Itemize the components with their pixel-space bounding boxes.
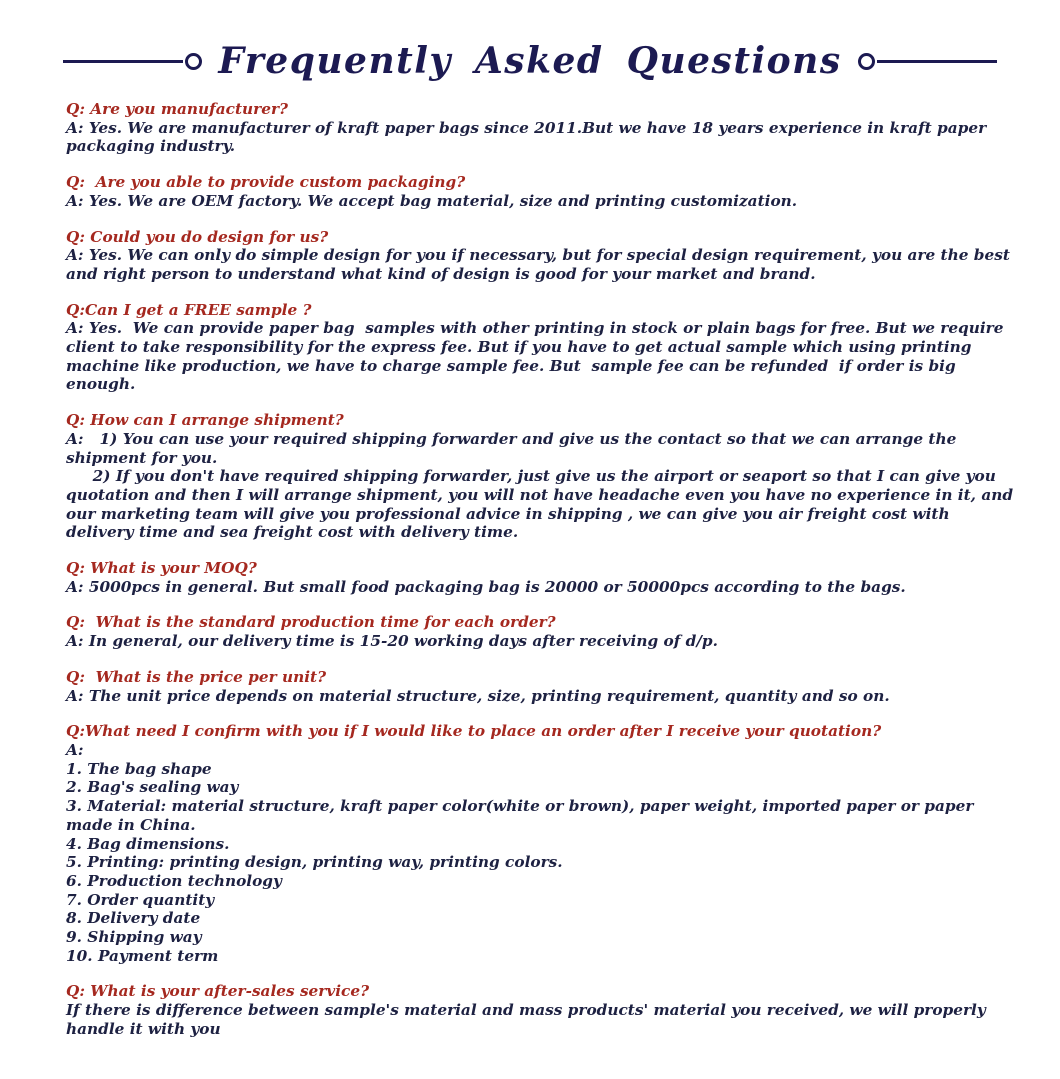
faq-answer-line: A: Yes. We are manufacturer of kraft paper bags since 2011.But we have 18 years experience in kraft paper packaging industry. — [66, 118, 992, 156]
faq-question: Q: What is the price per unit? — [66, 667, 327, 686]
faq-answer-line: 10. Payment term — [66, 946, 219, 965]
faq-question: Q: Are you able to provide custom packaging? — [66, 173, 466, 192]
faq-answer-line: A: — [66, 740, 84, 759]
page-header — [0, 40, 1060, 82]
faq-item — [66, 613, 1022, 650]
page-title: Frequently Asked Questions — [218, 40, 842, 82]
faq-answer-line: A: Yes. We can provide paper bag samples with other printing in stock or plain bags for free. But we require client to take responsibility for the express fee. But if you have to get actual sample which using printing machine like production, we have to charge sample fee. But sample fee can be refunded if order is big enough. — [66, 319, 1009, 394]
faq-item — [66, 411, 1022, 542]
faq-answer — [66, 246, 1022, 283]
faq-answer-line: 8. Delivery date — [66, 909, 201, 928]
faq-answer-line: If there is difference between sample's material and mass products' material you received, we will properly handle it with you — [66, 1001, 992, 1038]
faq-item — [66, 668, 1022, 705]
header-rule-right — [877, 60, 997, 63]
faq-answer — [66, 430, 1022, 542]
faq-question: Q: How can I arrange shipment? — [66, 411, 344, 430]
faq-answer-line: 2. Bag's sealing way — [66, 778, 239, 797]
faq-answer-line: 2) If you don't have required shipping forwarder, just give us the airport or seaport so that I can give you quotation and then I will arrange shipment, you will not have headache even you have no experience in it, and our marketing team will give you professional advice in shipping , we can give you air freight cost with delivery time and sea freight cost with delivery time. — [66, 467, 1019, 542]
faq-item — [66, 982, 1022, 1038]
faq-answer — [66, 741, 1022, 965]
faq-answer — [66, 578, 1022, 597]
faq-answer-line: 1. The bag shape — [66, 759, 212, 778]
faq-question: Q: Could you do design for us? — [66, 227, 329, 246]
faq-question: Q: What is your MOQ? — [66, 559, 257, 578]
faq-item — [66, 722, 1022, 965]
faq-answer — [66, 319, 1022, 394]
faq-item — [66, 301, 1022, 395]
faq-answer — [66, 1001, 1022, 1038]
ring-icon — [858, 53, 875, 70]
faq-question: Q:What need I confirm with you if I would like to place an order after I receive your quotation? — [66, 722, 882, 741]
faq-item — [66, 173, 1022, 210]
ring-icon — [185, 53, 202, 70]
faq-answer — [66, 192, 1022, 211]
faq-item — [66, 228, 1022, 284]
faq-question: Q: Are you manufacturer? — [66, 100, 288, 118]
header-rule-left — [63, 60, 183, 63]
faq-list — [66, 100, 1022, 1056]
faq-answer-line: 4. Bag dimensions. — [66, 834, 230, 853]
faq-answer-line: A: Yes. We can only do simple design for you if necessary, but for special design requirement, you are the best and right person to understand what kind of design is good for your market and brand. — [66, 246, 1016, 283]
faq-answer-line: A: 1) You can use your required shipping forwarder and give us the contact so that we can arrange the shipment for you. — [66, 429, 962, 467]
faq-answer-line: A: The unit price depends on material structure, size, printing requirement, quantity and so on. — [66, 686, 890, 705]
faq-question: Q: What is your after-sales service? — [66, 982, 370, 1001]
faq-answer-line: A: Yes. We are OEM factory. We accept bag material, size and printing customization. — [66, 191, 798, 210]
faq-answer-line: 3. Material: material structure, kraft paper color(white or brown), paper weight, imported paper or paper made in China. — [66, 797, 979, 834]
faq-answer-line: 6. Production technology — [66, 871, 282, 890]
faq-answer-line: 7. Order quantity — [66, 890, 215, 909]
faq-answer — [66, 119, 1022, 156]
faq-question: Q:Can I get a FREE sample ? — [66, 300, 312, 319]
faq-answer — [66, 632, 1022, 651]
faq-question: Q: What is the standard production time for each order? — [66, 613, 556, 632]
faq-answer — [66, 687, 1022, 706]
faq-answer-line: 5. Printing: printing design, printing way, printing colors. — [66, 853, 563, 872]
faq-item — [66, 100, 1022, 156]
faq-item — [66, 559, 1022, 596]
faq-answer-line: A: In general, our delivery time is 15-20 working days after receiving of d/p. — [66, 632, 718, 651]
faq-answer-line: 9. Shipping way — [66, 928, 202, 947]
faq-answer-line: A: 5000pcs in general. But small food packaging bag is 20000 or 50000pcs according to the bags. — [66, 577, 906, 596]
